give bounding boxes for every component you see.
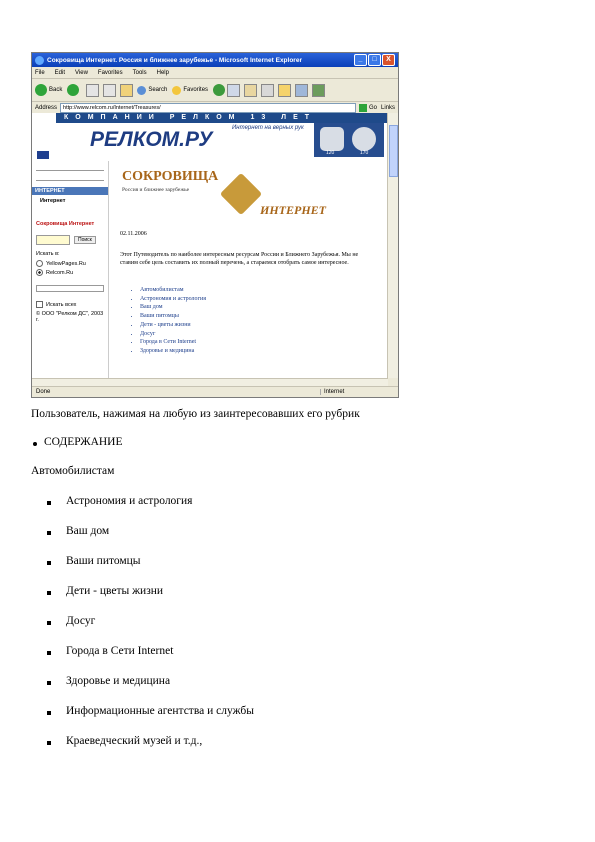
back-label: Back (49, 87, 63, 93)
option-label: YellowPages.Ru (46, 260, 86, 267)
search-icon (137, 86, 146, 95)
treasures-header (122, 169, 342, 219)
status-text: Done (36, 389, 51, 395)
maximize-button[interactable]: □ (368, 54, 381, 66)
home-icon[interactable] (120, 84, 133, 97)
search-label: Search (148, 87, 168, 93)
site-banner (32, 113, 388, 157)
menu-view[interactable]: View (75, 69, 88, 76)
back-button[interactable] (35, 84, 62, 96)
category-link[interactable]: • Дети - цветы жизни (140, 321, 206, 330)
tools-icon[interactable] (312, 84, 325, 97)
menu-tools[interactable]: Tools (132, 69, 147, 76)
doc-list-item: Астрономия и астрология (66, 495, 193, 507)
search-in-label: Искать в: (36, 251, 60, 257)
go-button[interactable] (359, 104, 377, 112)
browser-screenshot (31, 52, 399, 398)
forward-arrow-icon (67, 84, 79, 96)
page-intro: Этот Путеводитель по наиболее интересным ресурсам России и Ближнего Зарубежья. Мы не ставим себе цель составить их полный перечень, а стараемся отобрать самое интересное. (120, 252, 359, 266)
doc-list-item: Здоровье и медицина (66, 675, 171, 687)
site-logo[interactable]: РЕЛКОМ.РУ (90, 128, 213, 151)
phones-image (314, 123, 384, 157)
go-label: Go (368, 105, 377, 111)
square-bullet-icon (47, 501, 51, 505)
site-slogan: Интернет на верных рук (232, 125, 304, 131)
menu-bar (32, 67, 398, 79)
doc-intro: Пользователь, нажимая на любую из заинтересовавших его рубрик (31, 408, 360, 420)
header-word-internet: ИНТЕРНЕТ (260, 203, 326, 217)
close-button[interactable]: X (382, 54, 395, 66)
search-button[interactable] (137, 86, 167, 95)
doc-list-item: Города в Сети Internet (66, 645, 174, 657)
stop-icon[interactable] (86, 84, 99, 97)
menu-help[interactable]: Help (156, 69, 169, 76)
menu-file[interactable]: File (35, 69, 45, 76)
square-bullet-icon (47, 621, 51, 625)
page-date: 02.11.2006 (120, 231, 147, 237)
category-link[interactable]: • Города в Сети Internet (140, 338, 206, 347)
category-list (120, 286, 206, 356)
login-field[interactable] (36, 165, 104, 171)
square-bullet-icon (47, 561, 51, 565)
mail-icon[interactable] (244, 84, 257, 97)
sidebar (32, 161, 109, 378)
status-bar (32, 386, 398, 397)
radio-icon (36, 260, 43, 267)
links-label[interactable]: Links (380, 105, 395, 111)
square-bullet-icon (47, 651, 51, 655)
phone-round-icon (352, 127, 376, 151)
doc-first-item: Автомобилистам (31, 465, 115, 477)
square-bullet-icon (47, 741, 51, 745)
radio-selected-icon (36, 269, 43, 276)
option-label: Relcom.Ru (46, 269, 74, 276)
category-link[interactable]: • Досуг (140, 330, 206, 339)
site-search-input[interactable] (36, 235, 70, 245)
site-search-button[interactable]: Поиск (74, 236, 96, 244)
copyright: © ООО "Релком ДС", 2003 г. (36, 311, 104, 323)
sidebar-item-internet[interactable]: Интернет (40, 198, 66, 204)
menu-favorites[interactable]: Favorites (97, 69, 123, 76)
scroll-thumb[interactable] (389, 125, 398, 177)
print-icon[interactable] (261, 84, 274, 97)
favorites-button[interactable] (172, 86, 208, 95)
media-icon[interactable] (213, 84, 225, 96)
favorites-label: Favorites (183, 87, 209, 93)
category-link[interactable]: • Здоровье и медицина (140, 347, 206, 356)
refresh-icon[interactable] (103, 84, 116, 97)
search-all-checkbox[interactable] (32, 300, 108, 309)
search-row (32, 231, 108, 249)
forward-button[interactable] (67, 84, 81, 96)
sidebar-treasures-title[interactable]: Сокровища Интернет (36, 221, 95, 227)
doc-list-item: Краеведческий музей и т.д., (66, 735, 203, 747)
gem-logo-icon (220, 173, 262, 215)
star-icon (172, 86, 181, 95)
category-link[interactable]: • Ваши питомцы (140, 312, 206, 321)
sidebar-section-title[interactable]: ИНТЕРНЕТ (32, 187, 108, 195)
minimize-button[interactable]: _ (354, 54, 367, 66)
history-icon[interactable] (227, 84, 240, 97)
banner-strip: КОМПАНИИ РЕЛКОМ 13 ЛЕТ (56, 113, 388, 123)
header-subtitle: Россия и ближнее зарубежье (122, 187, 190, 193)
checkbox-icon (36, 301, 43, 308)
phone-icon (320, 127, 344, 151)
folder-icon[interactable] (278, 84, 291, 97)
menu-edit[interactable]: Edit (54, 69, 66, 76)
phone-label-2: 170 (360, 150, 369, 156)
bullet-icon (33, 442, 37, 446)
doc-list-item: Дети - цветы жизни (66, 585, 164, 597)
doc-list-item: Досуг (66, 615, 96, 627)
window-title: Сокровища Интернет. Россия и ближнее зарубежье - Microsoft Internet Explorer (47, 56, 302, 64)
title-bar (32, 53, 398, 67)
checkbox-label: Искать всех (46, 301, 77, 308)
vertical-scrollbar[interactable] (387, 113, 398, 378)
go-arrow-icon (359, 104, 367, 112)
toolbar (32, 79, 398, 102)
square-bullet-icon (47, 531, 51, 535)
square-bullet-icon (47, 591, 51, 595)
uk-flag-icon[interactable] (37, 151, 49, 159)
content-area (116, 161, 378, 378)
doc-heading: СОДЕРЖАНИЕ (44, 436, 123, 448)
address-label: Address (35, 105, 58, 111)
square-bullet-icon (47, 711, 51, 715)
address-input[interactable]: http://www.relcom.ru/Internet/Treasures/ (60, 103, 356, 113)
status-zone: Internet (320, 389, 394, 395)
back-arrow-icon (35, 84, 47, 96)
messenger-icon[interactable] (295, 84, 308, 97)
option-relcom[interactable] (32, 268, 108, 277)
category-link[interactable]: • Автомобилистам (140, 286, 206, 295)
password-field[interactable] (36, 175, 104, 181)
ie-icon (35, 56, 44, 65)
sidebar-banner (36, 285, 104, 292)
doc-list-item: Ваш дом (66, 525, 110, 537)
page-viewport (32, 113, 388, 378)
doc-list-item: Ваши питомцы (66, 555, 141, 567)
option-yellowpages[interactable] (32, 259, 108, 268)
phone-label-1: 120 (326, 150, 335, 156)
category-link[interactable]: • Астрономия и астрология (140, 295, 206, 304)
category-link[interactable]: • Ваш дом (140, 303, 206, 312)
doc-list-item: Информационные агентства и службы (66, 705, 254, 717)
square-bullet-icon (47, 681, 51, 685)
header-word-treasures: СОКРОВИЩА (122, 169, 219, 184)
